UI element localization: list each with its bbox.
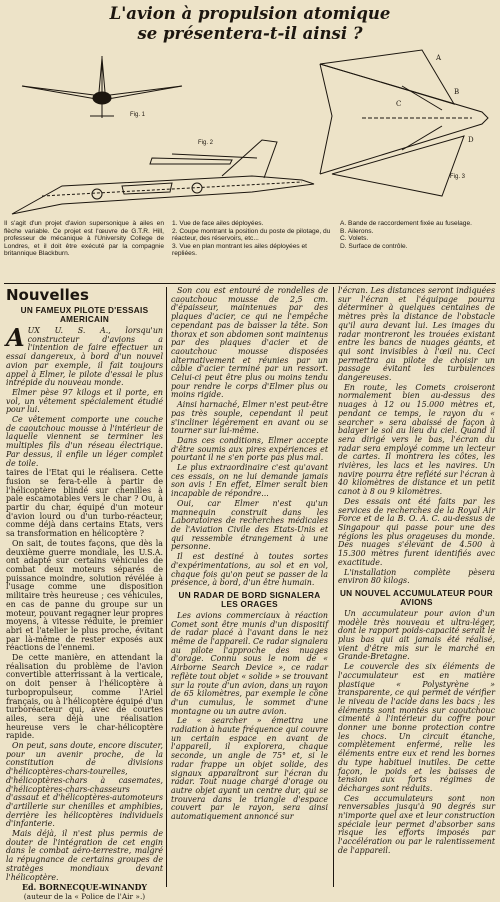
paragraph: Le plus extraordinaire c'est qu'avant ces essais, on ne lui demande jamais son avis ! En effet, Elmer serait bien incapable de répondre... (171, 463, 328, 499)
lead-paragraph (6, 323, 163, 388)
paragraph: En route, les Comets croiseront normalement bien au-dessus des nuages à 12 ou 15.000 mètres et, pendant ce temps, le rayon du « searcher » sera abaissé de façon à balayer le sol au lieu du ciel. Quand il sera dirigé vers le bas, l'écran du radar sera employé comme un lecteur de cartes. Il montrera les côtes, les rivières, les lacs et les navires. Un navire pourra être reflété sur l'écran à 40 kilomètres de distance et un petit canot à 8 ou 9 kilomètres. (338, 382, 495, 497)
label-b: B (454, 88, 460, 96)
label-c: C (396, 100, 402, 108)
paragraph: Les avions commerciaux à réaction Comet sont être munis d'un dispositif de radar placé à l'avant dans le nez même de l'appareil. Ce radar signalera au pilote l'approche des nuages d'orage. Connu sous le nom de « Airborne Search Device », ce radar reflète tout objet « solide » se trouvant sur la route d'un avion, dans un rayon de 65 kilomètres, par exemple le cône d'un cumulus, le sommet d'une montagne ou un autre avion. (171, 610, 328, 716)
legend-d: D. Surface de contrôle. (340, 242, 408, 250)
paragraph: Le « searcher » émettra une radiation à haute fréquence qui couvre un certain espace en avant de l'appareil, il explorera, chaque seconde, un angle de 75° et, si le radar frappe un objet solide, des signaux apparaîtront sur l'écran du radar. Tout nuage chargé d'orage ou autre objet ayant un centre dur, qui se trouvera dans le triangle d'espace couvert par le rayon, sera ainsi automatiquement annoncé sur (171, 716, 328, 822)
lead-text: UX U. S. A., lorsqu'un constructeur d'avions a l'intention de faire effectuer un essai dangereux, à bord d'un nouvel avion par exemple, il fait toujours appel à Elmer, le pilote d'essai le plus intrépide du nouveau monde. (6, 326, 163, 388)
paragraph: l'écran. Les distances seront indiquées sur l'écran et l'équipage pourra déterminer à quelques centaines de mètres près la distance de l'obstacle qu'il aura devant lui. Les images du radar montreront les trouées existant entre les bancs de nuages géants, et qui sont invisibles à l'œil nu. Ceci permettra au pilote de choisir un passage évitant les turbulences dangereuses. (338, 286, 495, 383)
paragraph: Oui, car Elmer n'est qu'un mannequin construit dans les Laboratoires de recherches médicales de l'Aviation Civile des Etats-Unis et qui ressemble étrangement à une personne. (171, 498, 328, 552)
fig1-label: Fig. 1 (130, 112, 146, 118)
paragraph: Ce vêtement comporte une couche de caoutchouc mousse à l'intérieur de laquelle viennent se terminer les multiples fils d'un réseau électrique. Par dessus, il enfile un léger complet de toile. (6, 415, 163, 468)
drop-cap: A (6, 323, 25, 352)
article-title-radar: UN RADAR DE BORD SIGNALERA LES ORAGES (178, 590, 321, 609)
fig1-front-view (22, 56, 182, 118)
caption-item-2: 2. Coupe montrant la position du poste de pilotage, du réacteur, des réservoirs, etc... (172, 227, 331, 243)
label-d: D (468, 136, 474, 144)
paragraph: Son cou est entouré de rondelles de caoutchouc mousse de 2,5 cm. d'épaisseur, maintenues par des plaques d'acier, ce qui ne l'empêche cependant pas de baisser la tête. Son thorax et son abdomen sont maintenus par des plaques d'acier et de caoutchouc mousse disposées alternativement et réunies par un câble d'acier terminé par un ressort. Celui-ci peut être plus ou moins tendu pour rendre le corps d'Elmer plus ou moins rigide. (171, 286, 328, 400)
fig3-label: Fig. 3 (450, 174, 466, 180)
caption-item-3: 3. Vue en plan montrant les ailes déployées et repliées. (172, 242, 308, 258)
paragraph: Un accumulateur pour avion d'un modèle très nouveau et ultra-léger, dont le rapport poids-capacité serait le plus bas qui ait jamais été réalisé, vient d'être mis sur le marché en Grande-Bretagne. (338, 608, 495, 662)
fig2-label: Fig. 2 (198, 140, 214, 146)
divider-rule (4, 283, 496, 284)
paragraph: Des essais ont été faits par les services de recherches de la Royal Air Force et de la B. O. A. C. au-dessus de Singapour qui passe pour une des régions les plus orageuses du monde. Des nuages s'élevant de 4.500 à 15.300 mètres furent identifiés avec exactitude. (338, 496, 495, 567)
paragraph: Dans ces conditions, Elmer accepte d'être soumis aux pires expériences et pourtant il ne s'en porte pas plus mal. (171, 435, 328, 463)
column-rule-2 (333, 287, 334, 887)
column-2 (171, 287, 328, 890)
caption-legend (340, 220, 495, 250)
fig2-side-view (12, 140, 314, 214)
legend-c: C. Volets. (340, 235, 369, 243)
caption-items (172, 220, 332, 258)
paragraph: Mais déjà, il n'est plus permis de douter de l'intégration de cet engin dans le combat aéro-terrestre, malgré la répugnance de certains groupes de stratèges mondiaux devant l'hélicoptère. (6, 829, 163, 882)
paragraph: Ainsi harnaché, Elmer n'est peut-être pas très souple, cependant il peut s'incliner légèrement en avant ou se tourner sur lui-même. (171, 400, 328, 436)
caption-item-1: 1. Vue de face ailes déployées. (172, 220, 264, 227)
paragraph: Elmer pèse 97 kilogs et il porte, en vol, un vêtement spécialement étudié pour lui. (6, 387, 163, 415)
paragraph: L'installation complète pèsera environ 80 kilogs. (338, 567, 495, 586)
legend-a: A. Bande de raccordement fixée au fuselage. (340, 220, 472, 227)
aircraft-diagram (2, 46, 498, 216)
paragraph: On sait, de toutes façons, que dès la deuxième guerre mondiale, les U.S.A. ont adapté sur certains véhicules de combat deux moteurs séparés de puissance moindre, solution révélée à l'usage comme une disposition militaire très heureuse ; ces véhicules, en cas de panne du groupe sur un moteur, pouvant regagner leur propres moyens, à vitesse réduite, le premier abri et l'atelier le plus proche, évitant par là-même de rester exposés aux réactions de l'ennemi. (6, 538, 163, 653)
label-a: A (436, 54, 442, 62)
paragraph: On peut, sans doute, encore discuter, pour un avenir proche, de la constitution de divisions d'hélicoptères-chars-tourelles, d'hélicoptères-chars à casemates, d'hélicoptères-chars-chasseurs d'assaut et d'hélicoptères-automoteurs d'artillerie sur chenilles et amphibies, derrière les hélicoptères individuels d'infanterie. (6, 741, 163, 829)
paragraph: taires de l'Etat qui le réalisera. Cette fusion se fera-t-elle à partir de l'hélicoptère blindé sur chenilles à pale escamotables vers le char ? Ou, à partir du char, équipé d'un moteur d'avion lourd ou d'un turbo-réacteur, comme déjà dans certains Etats, vers sa transformation en hélicoptère ? (6, 468, 163, 539)
paragraph: Le couvercle des six éléments de l'accumulateur est en matière plastique « Polystyrène » transparente, ce qui permet de vérifier le niveau de l'acide dans les bacs ; les éléments sont montés sur caoutchouc cimenté à l'intérieur du coffre pour donner une bonne protection contre les chocs. Un circuit étanche, complètement enfermé, relie les éléments entre eux et rend les bornes du type habituel inutiles. De cette façon, le poids et les baisses de tension aux forts régimes de décharges sont réduits. (338, 662, 495, 793)
caption-intro: Il s'agit d'un projet d'avion supersonique à ailes en flèche variable. Ce projet est l'œuvre de G.T.R. Hill, professeur de mécanique à l'University College de Londres, et il doit être exécuté par la compagnie britannique Blackburn. (4, 220, 164, 258)
article-title-pilote: UN FAMEUX PILOTE D'ESSAIS AMERICAIN (20, 306, 149, 324)
paragraph: De cette manière, en attendant la réalisation du problème de l'avion convertible atterrissant à la verticale, on doit penser à l'hélicoptère à turbopropulseur, comme l'Ariel français, ou à l'hélicoptère équipé d'un turboréacteur qui, avec de courtes ailes, sera déjà une réalisation heureuse vers le char-hélicoptère rapide. (6, 653, 163, 741)
author-credit: (auteur de la « Police de l'Air ».) (23, 892, 146, 901)
article-title-accumulateur: UN NOUVEL ACCUMULATEUR POUR AVIONS (339, 588, 494, 607)
section-title: Nouvelles (6, 286, 89, 304)
legend-b: B. Ailerons. (340, 227, 374, 235)
author-signature: Ed. BORNECQUE-WINANDY (21, 883, 148, 893)
headline-line-1: L'avion à propulsion atomique (109, 4, 391, 23)
paragraph: Il est destiné à toutes sortes d'expérimentations, au sol et en vol, chaque fois qu'on peut se passer de la présence, à bord, d'un être humain. (171, 552, 328, 588)
headline-line-2: se présentera-t-il ainsi ? (137, 24, 363, 43)
column-rule-1 (166, 287, 167, 887)
column-1 (6, 286, 163, 901)
column-3 (338, 287, 495, 890)
paragraph: Ces accumulateurs sont non renversables jusqu'à 90 degrés sur n'importe quel axe et leur construction spéciale leur permet d'absorber sans risque les efforts imposés par l'accélération ou par le ralentissement de l'appareil. (338, 793, 495, 855)
